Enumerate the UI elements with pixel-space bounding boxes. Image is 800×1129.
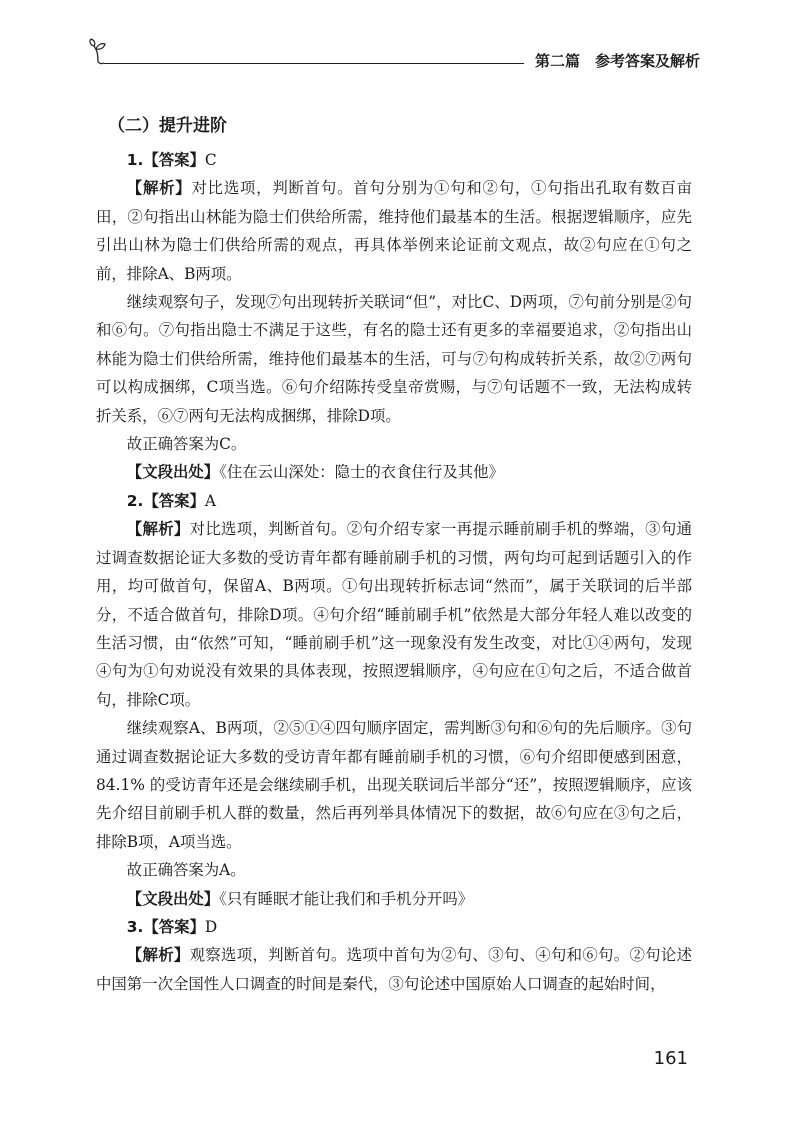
q1-source [96,458,692,486]
q1-paragraph-2: 继续观察句子，发现⑦句出现转折关联词“但”，对比C、D两项，⑦句前分别是②句和⑥句。⑦句指出隐士不满足于这些，有名的隐士还有更多的幸福要追求，②句指出山林能为隐士们供给所需，维持他们最基本的生活，可与⑦句构成转折关系，故②⑦两句可以构成捆绑，C项当选。⑥句介绍陈抟受皇帝赏赐，与⑦句话题不一致，无法构成转折关系，⑥⑦两句无法构成捆绑，排除D项。 [96,293,692,425]
q2-analysis-tag: 【解析】 [126,520,190,539]
q2-source-text: 《只有睡眠才能让我们和手机分开吗》 [219,889,474,908]
q1-answer: C [204,151,217,169]
q2-answer: A [204,491,217,510]
q1-analysis-tag: 【解析】 [126,179,192,198]
q2-paragraph-2: 继续观察A、B两项，②⑤①④四句顺序固定，需判断③句和⑥句的先后顺序。③句通过调查数据论证大多数的受访青年都有睡前刷手机的习惯，⑥句介绍即便感到困意，84.1% 的受访青年还是会继续刷手机，出现关联词后半部分“还”，按照逻辑顺序，应该先介绍目前刷手机人群的数量，然后再列举具体情况下的数据，故⑥句应在③句之后，排除B项，A项当选。 [96,719,692,851]
q2-analysis-text: 对比选项，判断首句。②句介绍专家一再提示睡前刷手机的弊端，③句通过调查数据论证大多数的受访青年都有睡前刷手机的习惯，两句均可起到话题引入的作用，均可做首句，保留A、B两项。①句出现转折标志词“然而”，属于关联词的后半部分，不适合做首句，排除D项。④句介绍“睡前刷手机”依然是大部分年轻人难以改变的生活习惯，由“依然”可知，“睡前刷手机”这一现象没有发生改变，对比①④两句，发现④句为①句劝说没有效果的具体表现，按照逻辑顺序，④句应在①句之后，不适合做首句，排除C项。 [96,520,692,709]
q1-analysis [96,174,692,288]
q3-answer: D [204,917,218,936]
q1-source-tag: 【文段出处】 [126,463,220,482]
q3-answer-label: 3.【答案】 [126,917,205,936]
section-title: （二）提升进阶 [108,116,227,136]
page-number: 161 [653,1048,688,1069]
q1-analysis-text: 对比选项，判断首句。首句分别为①句和②句，①句指出孔取有数百亩田，②句指出山林能为隐士们供给所需，维持他们最基本的生活。根据逻辑顺序，应先引出山林为隐士们供给所需的观点，再具体举例来论证前文观点，故②句应在①句之前，排除A、B两项。 [96,179,692,283]
q2-source-tag: 【文段出处】 [126,889,220,908]
page-header [88,36,700,76]
q2-answer-label: 2.【答案】 [126,491,205,510]
header-section-title: 第二篇 参考答案及解析 [534,52,700,70]
q1-answer-label: 1.【答案】 [126,151,205,169]
q2-answer-line [96,487,692,515]
header-rule [104,63,524,64]
q1-answer-line [96,146,692,174]
q1-source-text: 《住在云山深处：隐士的衣食住行及其他》 [219,463,504,482]
q3-answer-line [96,913,692,941]
q2-conclusion: 故正确答案为A。 [126,861,246,880]
q2-analysis [96,515,692,714]
q3-analysis [96,941,692,998]
sprout-icon [88,36,118,66]
q2-source [96,885,692,913]
page-content [96,112,692,998]
q3-analysis-text: 观察选项，判断首句。选项中首句为②句、③句、④句和⑥句。②句论述中国第一次全国性人口调查的时间是秦代，③句论述中国原始人口调查的起始时间， [96,946,692,993]
q3-analysis-tag: 【解析】 [126,946,190,965]
q1-conclusion: 故正确答案为C。 [126,435,247,454]
